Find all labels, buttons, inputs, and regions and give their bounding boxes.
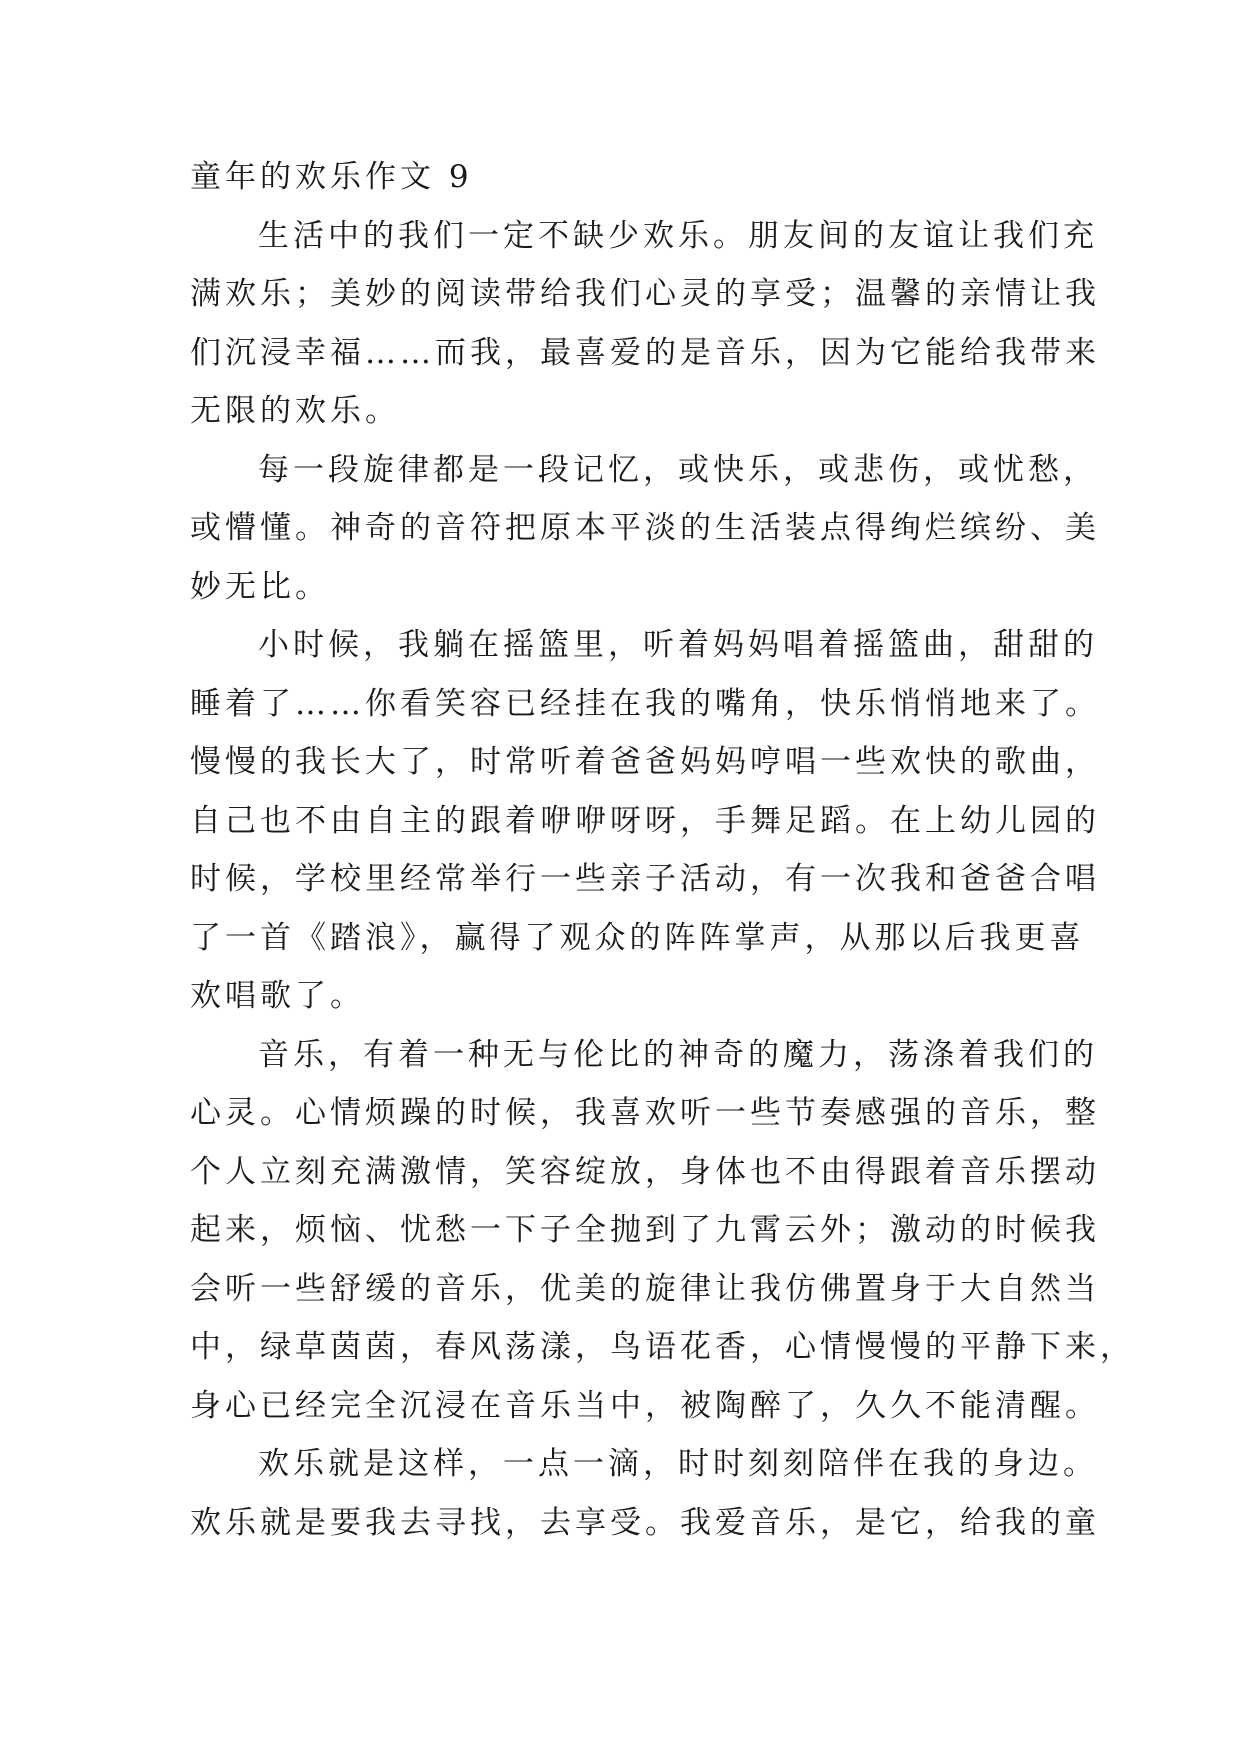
- document-title: 童年的欢乐作文 9: [190, 159, 473, 195]
- essay-body: [190, 148, 1135, 1552]
- paragraph-line: 欢唱歌了。: [190, 978, 365, 1014]
- paragraph-line: 睡着了……你看笑容已经挂在我的嘴角，快乐悄悄地来了。: [190, 685, 1100, 722]
- paragraph-line: 音乐，有着一种无与伦比的神奇的魔力，荡涤着我们的: [258, 1036, 1098, 1073]
- paragraph-line: 每一段旋律都是一段记忆，或快乐，或悲伤，或忧愁，: [258, 451, 1098, 488]
- paragraph-line: 或懵懂。神奇的音符把原本平淡的生活装点得绚烂缤纷、美: [190, 510, 1100, 546]
- paragraph-line: 个人立刻充满激情，笑容绽放，身体也不由得跟着音乐摆动: [190, 1153, 1100, 1190]
- paragraph-line: 身心已经完全沉浸在音乐当中，被陶醉了，久久不能清醒。: [190, 1387, 1100, 1424]
- paragraph-line: 欢乐就是这样，一点一滴，时时刻刻陪伴在我的身边。: [258, 1446, 1098, 1482]
- paragraph-line: 时候，学校里经常举行一些亲子活动，有一次我和爸爸合唱: [190, 861, 1100, 897]
- paragraph-line: 们沉浸幸福……而我，最喜爱的是音乐，因为它能给我带来: [190, 334, 1100, 371]
- paragraph-line: 小时候，我躺在摇篮里，听着妈妈唱着摇篮曲，甜甜的: [258, 627, 1098, 663]
- paragraph-line: 中，绿草茵茵，春风荡漾，鸟语花香，心情慢慢的平静下来，: [190, 1329, 1135, 1365]
- paragraph-line: 会听一些舒缓的音乐，优美的旋律让我仿佛置身于大自然当: [190, 1270, 1100, 1307]
- paragraph-line: 生活中的我们一定不缺少欢乐。朋友间的友谊让我们充: [258, 217, 1098, 254]
- paragraph-line: 了一首《踏浪》，赢得了观众的阵阵掌声，从那以后我更喜: [190, 919, 1085, 956]
- paragraph-line: 心灵。心情烦躁的时候，我喜欢听一些节奏感强的音乐，整: [190, 1095, 1100, 1131]
- paragraph-line: 自己也不由自主的跟着咿咿呀呀，手舞足蹈。在上幼儿园的: [190, 802, 1100, 839]
- paragraph-line: 起来，烦恼、忧愁一下子全抛到了九霄云外；激动的时候我: [190, 1212, 1100, 1248]
- paragraph-line: 满欢乐；美妙的阅读带给我们心灵的享受；温馨的亲情让我: [190, 276, 1100, 312]
- paragraph-line: 欢乐就是要我去寻找，去享受。我爱音乐，是它，给我的童: [190, 1504, 1100, 1541]
- paragraph-line: 妙无比。: [190, 568, 330, 605]
- paragraph-line: 慢慢的我长大了，时常听着爸爸妈妈哼唱一些欢快的歌曲，: [190, 744, 1100, 780]
- paragraph-line: 无限的欢乐。: [190, 393, 400, 429]
